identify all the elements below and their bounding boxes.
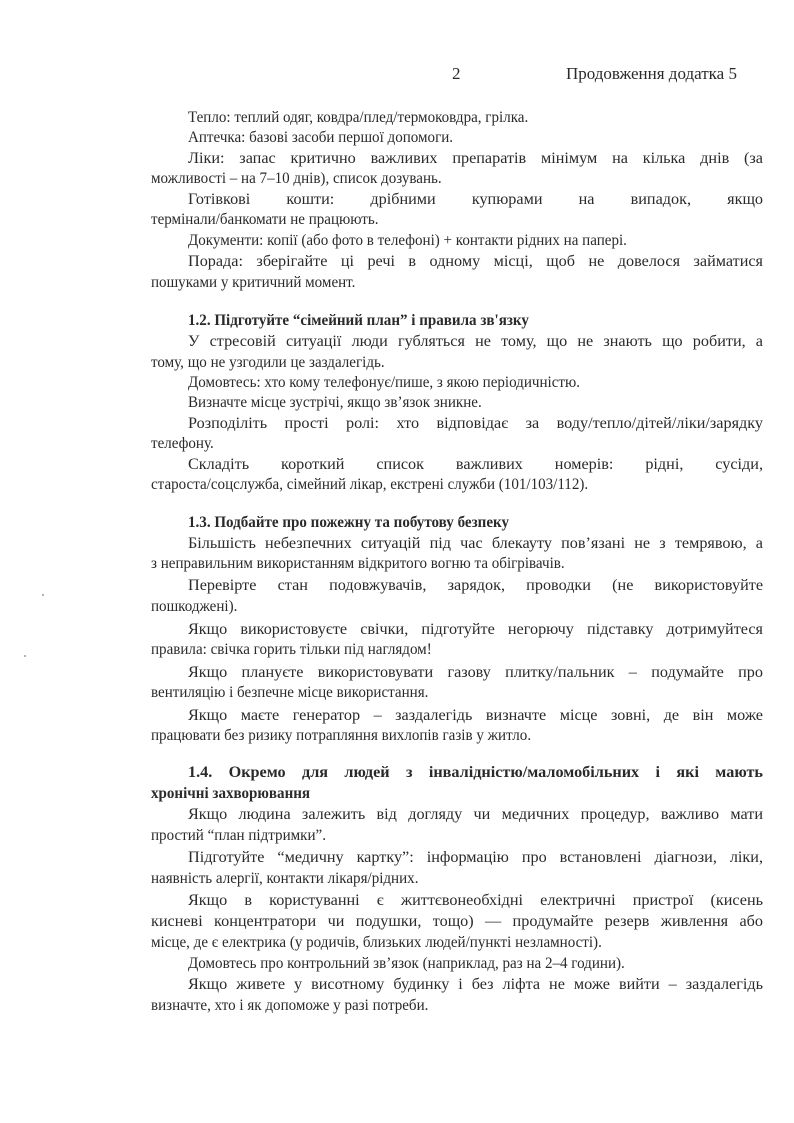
paragraph-line: Більшість небезпечних ситуацій під час блекауту пов’язані не з темрявою, а xyxy=(188,534,763,552)
section-heading-1-4-cont: хронічні захворювання xyxy=(151,784,311,802)
paragraph-line: Якщо маєте генератор – заздалегідь визначте місце зовні, де він може xyxy=(188,706,763,724)
paragraph-line: Розподіліть прості ролі: хто відповідає за воду/тепло/дітей/ліки/зарядку xyxy=(188,414,763,432)
paragraph-line: Якщо в користуванні є життєвонеобхідні електричні пристрої (кисень xyxy=(188,891,763,909)
paragraph-line: визначте, хто і як допоможе у разі потреби. xyxy=(151,996,429,1014)
paragraph-line: телефону. xyxy=(151,434,214,452)
section-heading-1-4: 1.4. Окремо для людей з інвалідністю/маломобільних і які мають xyxy=(188,763,763,781)
paragraph-line: У стресовій ситуації люди губляться не тому, що не знають що робити, а xyxy=(188,332,763,350)
paragraph-line: Готівкові кошти: дрібними купюрами на випадок, якщо xyxy=(188,190,763,208)
paragraph-line: наявність алергії, контакти лікаря/рідних. xyxy=(151,869,419,887)
paragraph-line: Якщо плануєте використовувати газову плитку/пальник – подумайте про xyxy=(188,663,763,681)
paragraph-line: термінали/банкомати не працюють. xyxy=(151,210,379,228)
paragraph-line: простий “план підтримки”. xyxy=(151,826,326,844)
paragraph-line: Визначте місце зустрічі, якщо зв’язок зникне. xyxy=(188,393,482,411)
paragraph-line: Аптечка: базові засоби першої допомоги. xyxy=(188,128,454,146)
paragraph-line: тому, що не узгодили це заздалегідь. xyxy=(151,353,385,371)
paragraph-line: з неправильним використанням відкритого вогню та обігрівачів. xyxy=(151,554,565,572)
paragraph-line: кисневі концентратори чи подушки, тощо) — продумайте резерв живлення або xyxy=(151,912,763,930)
paragraph-line: Якщо людина залежить від догляду чи медичних процедур, важливо мати xyxy=(188,805,763,823)
paragraph-line: Документи: копії (або фото в телефоні) + контакти рідних на папері. xyxy=(188,231,627,249)
scan-speck xyxy=(42,594,44,596)
scan-speck xyxy=(24,655,26,657)
paragraph-line: Складіть короткий список важливих номерів: рідні, сусіди, xyxy=(188,455,763,473)
paragraph-line: пошкоджені). xyxy=(151,597,238,615)
paragraph-line: Підготуйте “медичну картку”: інформацію про встановлені діагнози, ліки, xyxy=(188,848,763,866)
paragraph-line: вентиляцію і безпечне місце використання. xyxy=(151,683,429,701)
paragraph-line: Домовтесь про контрольний зв’язок (наприклад, раз на 2–4 години). xyxy=(188,954,625,972)
paragraph-line: Якщо використовуєте свічки, підготуйте негорючу підставку дотримуйтеся xyxy=(188,620,763,638)
paragraph-line: Якщо живете у висотному будинку і без ліфта не може вийти – заздалегідь xyxy=(188,975,763,993)
paragraph-line: можливості – на 7–10 днів), список дозувань. xyxy=(151,169,442,187)
section-heading-1-2: 1.2. Підготуйте “сімейний план” і правила зв'язку xyxy=(188,311,529,329)
paragraph-line: Домовтесь: хто кому телефонує/пише, з якою періодичністю. xyxy=(188,373,580,391)
paragraph-line: Ліки: запас критично важливих препаратів мінімум на кілька днів (за xyxy=(188,149,763,167)
paragraph-line: працювати без ризику потрапляння вихлопів газів у житло. xyxy=(151,726,532,744)
paragraph-line: Перевірте стан подовжувачів, зарядок, проводки (не використовуйте xyxy=(188,576,763,594)
paragraph-line: староста/соцслужба, сімейний лікар, екстрені служби (101/103/112). xyxy=(151,475,589,493)
paragraph-line: правила: свічка горить тільки під наглядом! xyxy=(151,640,432,658)
paragraph-line: місце, де є електрика (у родичів, близьких людей/пункті незламності). xyxy=(151,933,602,951)
section-heading-1-3: 1.3. Подбайте про пожежну та побутову безпеку xyxy=(188,513,509,531)
paragraph-line: пошуками у критичний момент. xyxy=(151,273,356,291)
page-number: 2 xyxy=(452,64,461,83)
paragraph-line: Тепло: теплий одяг, ковдра/плед/термоковдра, грілка. xyxy=(188,108,529,126)
paragraph-line: Порада: зберігайте ці речі в одному місці, щоб не довелося займатися xyxy=(188,252,763,270)
appendix-continuation-label: Продовження додатка 5 xyxy=(566,64,737,83)
